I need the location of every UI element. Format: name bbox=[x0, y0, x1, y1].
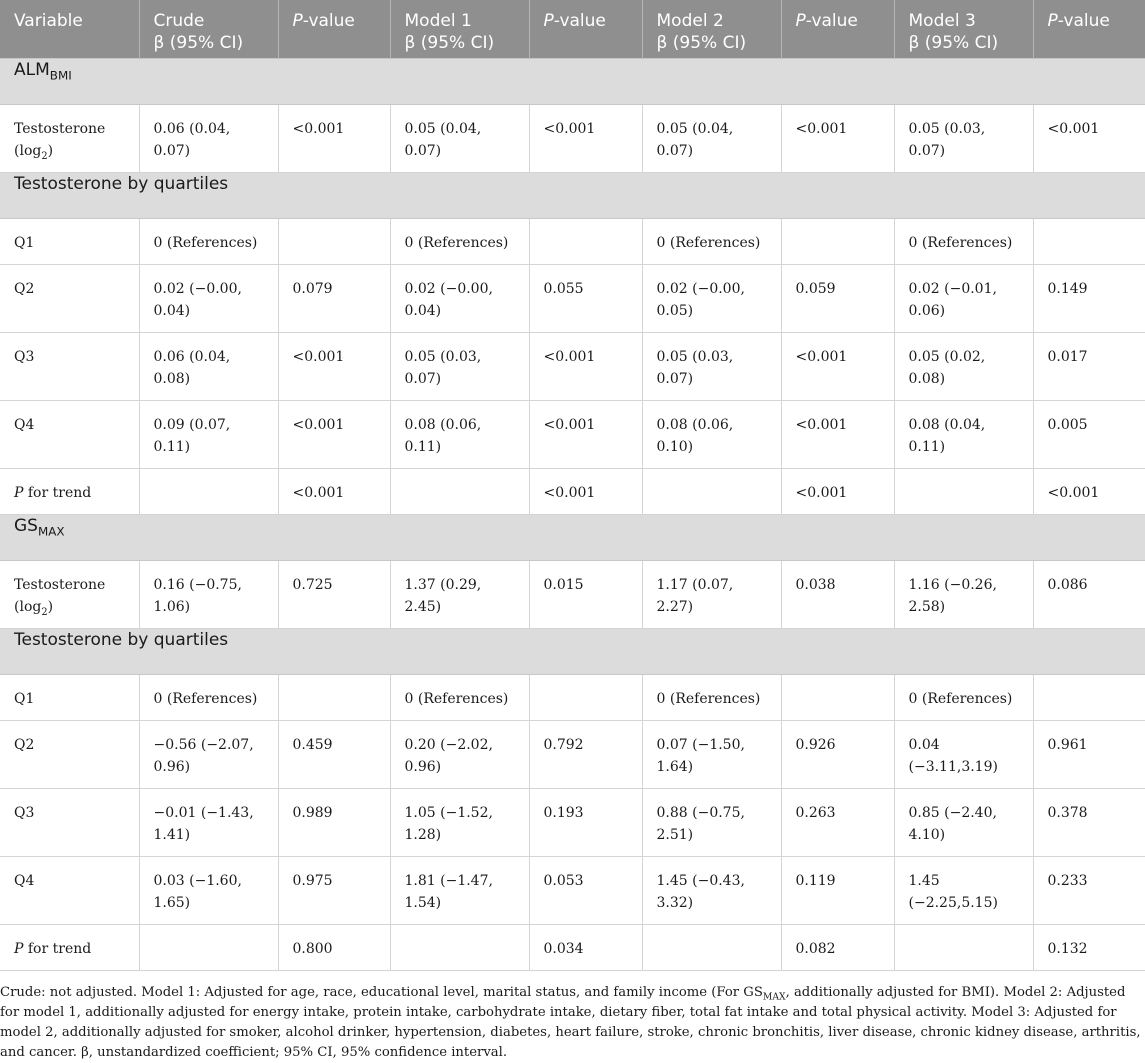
table-cell: 0.07 (−1.50, 1.64) bbox=[642, 720, 781, 788]
header-variable: Variable bbox=[0, 0, 139, 58]
table-cell bbox=[529, 218, 642, 264]
table-cell: 0.149 bbox=[1033, 264, 1145, 332]
row-label: Q1 bbox=[0, 218, 139, 264]
table-cell: 0 (References) bbox=[894, 218, 1033, 264]
table-cell bbox=[529, 674, 642, 720]
section-row-alm bbox=[0, 58, 1145, 104]
table-cell: 0.08 (0.06, 0.11) bbox=[390, 400, 529, 468]
table-cell: 0.02 (−0.00, 0.05) bbox=[642, 264, 781, 332]
table-cell: 1.16 (−0.26, 2.58) bbox=[894, 560, 1033, 628]
header-pvalue: P-value bbox=[781, 0, 894, 58]
table-cell: 1.45 (−2.25,5.15) bbox=[894, 856, 1033, 924]
table-cell: <0.001 bbox=[781, 400, 894, 468]
table-cell: <0.001 bbox=[529, 468, 642, 514]
table-cell: <0.001 bbox=[529, 104, 642, 172]
table-cell: 0 (References) bbox=[390, 218, 529, 264]
table-cell bbox=[642, 468, 781, 514]
table-cell: 0.086 bbox=[1033, 560, 1145, 628]
table-cell: 0.038 bbox=[781, 560, 894, 628]
table-cell: 0.975 bbox=[278, 856, 390, 924]
table-cell: 1.17 (0.07, 2.27) bbox=[642, 560, 781, 628]
table-cell: 0.263 bbox=[781, 788, 894, 856]
table-row bbox=[0, 674, 1145, 720]
table-row bbox=[0, 218, 1145, 264]
table-row bbox=[0, 560, 1145, 628]
table-row bbox=[0, 856, 1145, 924]
table-cell: <0.001 bbox=[529, 332, 642, 400]
table-cell: 0.017 bbox=[1033, 332, 1145, 400]
row-label: Q4 bbox=[0, 856, 139, 924]
table-cell: 1.05 (−1.52, 1.28) bbox=[390, 788, 529, 856]
table-row bbox=[0, 400, 1145, 468]
section-row-quartiles bbox=[0, 628, 1145, 674]
row-label: Testosterone $(\log_2)$ bbox=[0, 560, 139, 628]
table-cell: 0.015 bbox=[529, 560, 642, 628]
table-cell: 0 (References) bbox=[642, 218, 781, 264]
row-label: Q3 bbox=[0, 332, 139, 400]
table-cell bbox=[1033, 674, 1145, 720]
table-cell: −0.56 (−2.07, 0.96) bbox=[139, 720, 278, 788]
table-cell: 0.06 (0.04, 0.08) bbox=[139, 332, 278, 400]
table-cell: 0.08 (0.06, 0.10) bbox=[642, 400, 781, 468]
table-cell: 0.02 (−0.00, 0.04) bbox=[390, 264, 529, 332]
table-cell: 0.05 (0.03, 0.07) bbox=[894, 104, 1033, 172]
table-cell: <0.001 bbox=[278, 104, 390, 172]
header-model1: Model 1 β (95% CI) bbox=[390, 0, 529, 58]
table-cell: 0.16 (−0.75, 1.06) bbox=[139, 560, 278, 628]
table-cell: 0.09 (0.07, 0.11) bbox=[139, 400, 278, 468]
table-cell bbox=[278, 218, 390, 264]
table-row bbox=[0, 332, 1145, 400]
table-cell bbox=[894, 468, 1033, 514]
table-cell bbox=[781, 218, 894, 264]
row-label: Q2 bbox=[0, 264, 139, 332]
table-cell: 0 (References) bbox=[390, 674, 529, 720]
table-cell: 1.45 (−0.43, 3.32) bbox=[642, 856, 781, 924]
table-cell: 0.792 bbox=[529, 720, 642, 788]
header-model3: Model 3 β (95% CI) bbox=[894, 0, 1033, 58]
header-crude: Crude β (95% CI) bbox=[139, 0, 278, 58]
table-cell: <0.001 bbox=[278, 468, 390, 514]
table-cell: <0.001 bbox=[1033, 104, 1145, 172]
table-row bbox=[0, 264, 1145, 332]
table-cell: 0.378 bbox=[1033, 788, 1145, 856]
table-cell: 0.05 (0.04, 0.07) bbox=[642, 104, 781, 172]
table-cell: 0.85 (−2.40, 4.10) bbox=[894, 788, 1033, 856]
table-cell: 0.05 (0.02, 0.08) bbox=[894, 332, 1033, 400]
table-cell: 0 (References) bbox=[139, 674, 278, 720]
table-cell: 0.055 bbox=[529, 264, 642, 332]
row-label: Testosterone $(\log_2)$ bbox=[0, 104, 139, 172]
table-cell: 0.04 (−3.11,3.19) bbox=[894, 720, 1033, 788]
table-cell: 0 (References) bbox=[139, 218, 278, 264]
table-cell bbox=[642, 924, 781, 970]
row-label: P for trend bbox=[0, 924, 139, 970]
table-row bbox=[0, 468, 1145, 514]
table-cell bbox=[390, 468, 529, 514]
table-cell: 0.05 (0.03, 0.07) bbox=[642, 332, 781, 400]
row-label: Q4 bbox=[0, 400, 139, 468]
table-cell: <0.001 bbox=[278, 332, 390, 400]
row-label: P for trend bbox=[0, 468, 139, 514]
row-label: Q1 bbox=[0, 674, 139, 720]
header-pvalue: P-value bbox=[529, 0, 642, 58]
row-label: Q3 bbox=[0, 788, 139, 856]
table-cell: <0.001 bbox=[278, 400, 390, 468]
table-cell: 0.02 (−0.01, 0.06) bbox=[894, 264, 1033, 332]
table-cell: 0.05 (0.04, 0.07) bbox=[390, 104, 529, 172]
table-cell: 0.034 bbox=[529, 924, 642, 970]
table-cell: 0.119 bbox=[781, 856, 894, 924]
header-pvalue: P-value bbox=[278, 0, 390, 58]
header-pvalue: P-value bbox=[1033, 0, 1145, 58]
header-model2: Model 2 β (95% CI) bbox=[642, 0, 781, 58]
section-title: Testosterone by quartiles bbox=[0, 628, 1145, 674]
table-cell: <0.001 bbox=[781, 332, 894, 400]
row-label: Q2 bbox=[0, 720, 139, 788]
table-cell: 0.459 bbox=[278, 720, 390, 788]
table-row bbox=[0, 788, 1145, 856]
table-cell bbox=[1033, 218, 1145, 264]
table-cell: 0.725 bbox=[278, 560, 390, 628]
table-cell bbox=[139, 468, 278, 514]
table-header-row bbox=[0, 0, 1145, 58]
table-cell: 0.079 bbox=[278, 264, 390, 332]
table-cell: 0.03 (−1.60, 1.65) bbox=[139, 856, 278, 924]
section-title: $ALM_{BMI}$ bbox=[0, 58, 1145, 104]
table-cell: 0.053 bbox=[529, 856, 642, 924]
table-cell: 0.800 bbox=[278, 924, 390, 970]
table-cell bbox=[278, 674, 390, 720]
table-cell: 0.05 (0.03, 0.07) bbox=[390, 332, 529, 400]
table-cell: 0.20 (−2.02, 0.96) bbox=[390, 720, 529, 788]
table-cell: 0.059 bbox=[781, 264, 894, 332]
table-cell: 0.926 bbox=[781, 720, 894, 788]
table-cell: 0 (References) bbox=[894, 674, 1033, 720]
table-cell: <0.001 bbox=[529, 400, 642, 468]
table-cell: 0.082 bbox=[781, 924, 894, 970]
table-cell: −0.01 (−1.43, 1.41) bbox=[139, 788, 278, 856]
table-cell: 0.02 (−0.00, 0.04) bbox=[139, 264, 278, 332]
table-cell bbox=[139, 924, 278, 970]
section-row-quartiles bbox=[0, 172, 1145, 218]
table-row bbox=[0, 104, 1145, 172]
table-cell: 0.08 (0.04, 0.11) bbox=[894, 400, 1033, 468]
table-row bbox=[0, 720, 1145, 788]
table-cell: 0.132 bbox=[1033, 924, 1145, 970]
table-cell bbox=[390, 924, 529, 970]
table-row bbox=[0, 924, 1145, 970]
table-cell: <0.001 bbox=[781, 104, 894, 172]
table-cell: 0.233 bbox=[1033, 856, 1145, 924]
section-row-gs bbox=[0, 514, 1145, 560]
table-cell: 0 (References) bbox=[642, 674, 781, 720]
section-title: $GS_{MAX}$ bbox=[0, 514, 1145, 560]
table-cell: 1.37 (0.29, 2.45) bbox=[390, 560, 529, 628]
table-cell bbox=[894, 924, 1033, 970]
table-cell: 0.005 bbox=[1033, 400, 1145, 468]
table-cell: 0.88 (−0.75, 2.51) bbox=[642, 788, 781, 856]
table-cell: 0.06 (0.04, 0.07) bbox=[139, 104, 278, 172]
table-cell: 0.989 bbox=[278, 788, 390, 856]
table-footnote: Crude: not adjusted. Model 1: Adjusted for age, race, educational level, marital status, and family income (For $GS_{MAX}$, additionally adjusted for BMI). Model 2: Adjusted for model 1, additionally adjusted for energy intake, protein intake, carbohydrate intake, dietary fiber, total fat intake and total physical activity. Model 3: Adjusted for model 2, additionally adjusted for smoker, alcohol drinker, hypertension, diabetes, heart failure, stroke, chronic bronchitis, liver disease, chronic kidney disease, arthritis, and cancer. β, unstandardized coefficient; 95% CI, 95% confidence interval. bbox=[0, 984, 1141, 1060]
table-cell: 0.193 bbox=[529, 788, 642, 856]
section-title: Testosterone by quartiles bbox=[0, 172, 1145, 218]
table-cell: 1.81 (−1.47, 1.54) bbox=[390, 856, 529, 924]
table-cell bbox=[781, 674, 894, 720]
table-cell: <0.001 bbox=[1033, 468, 1145, 514]
table-cell: 0.961 bbox=[1033, 720, 1145, 788]
table-cell: <0.001 bbox=[781, 468, 894, 514]
